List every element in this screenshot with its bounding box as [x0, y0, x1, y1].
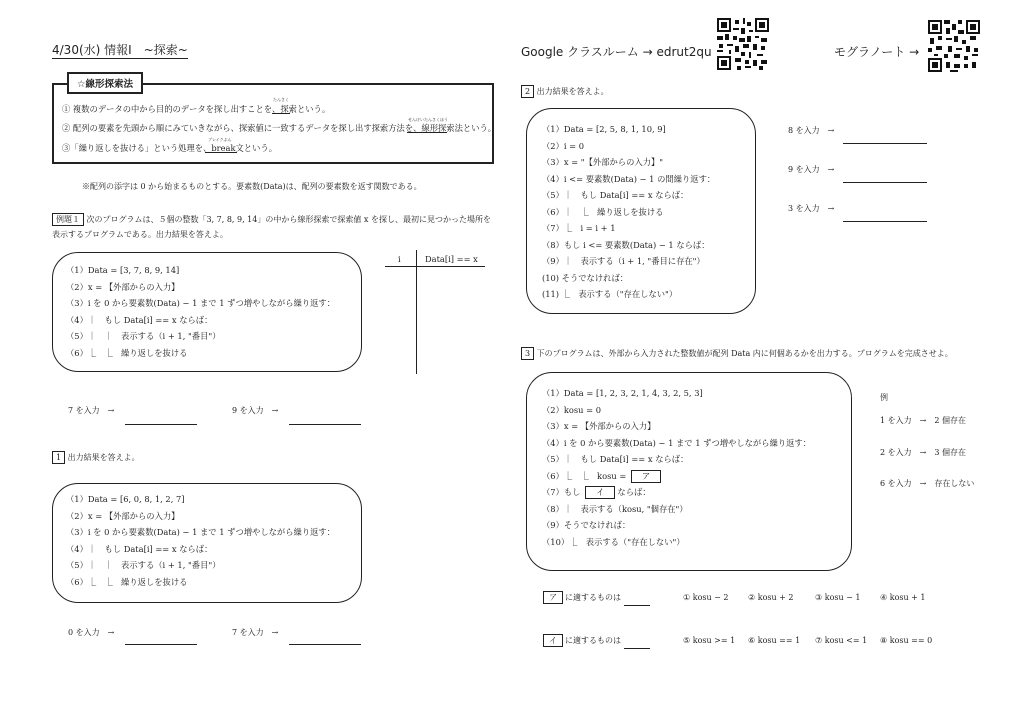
page-title: 4/30(水) 情報Ⅰ ~探索~ [52, 43, 188, 57]
choice-i-answer[interactable] [624, 648, 650, 649]
classroom-code: Google クラスルーム → edrut2qu [521, 45, 712, 59]
q2-answer-3[interactable] [843, 221, 927, 222]
code-line: （9）そうでなければ： [542, 520, 631, 530]
code-line: （5）｜ もし Data[i] == x ならば： [542, 454, 689, 464]
trace-header-cond: Data[i] == x [425, 254, 478, 264]
code-line: （6）｜ ⎿ 繰り返しを抜ける [542, 206, 664, 217]
q1-heading [52, 450, 140, 467]
code-line [542, 484, 811, 501]
q2-label: 2 [521, 85, 534, 98]
intro-item-2: ② 配列の要素を先頭から順にみていきながら、探索値に一致するデータを探し出す探索方法を、線形探索法という。 [62, 123, 497, 133]
code-line: （2）i = 0 [542, 140, 585, 151]
q3-example-3: 6 を入力 → 存在しない [880, 479, 975, 488]
choice-a-label: ア [543, 591, 563, 604]
blank-a[interactable]: ア [631, 470, 661, 483]
code-line: （4）i を 0 から要素数(Data) − 1 まで 1 ずつ増やしながら繰り返す： [542, 437, 812, 448]
choice-i-3: ⑦ kosu <= 1 [815, 636, 868, 645]
choice-a-answer[interactable] [624, 605, 650, 606]
code-line: （4）i <= 要素数(Data) − 1 の間繰り返す： [542, 173, 716, 184]
code-line: （3）i を 0 から要素数(Data) − 1 まで 1 ずつ増やしながら繰り返す： [66, 298, 336, 308]
trace-table-hline [385, 266, 485, 267]
code-line: （9）｜ 表示する（i + 1, "番目に存在"） [542, 256, 705, 266]
choice-i-4: ⑧ kosu == 0 [880, 636, 933, 645]
q2-heading [521, 84, 609, 101]
code-line: （1）Data = [6, 0, 8, 1, 2, 7] [66, 494, 185, 504]
code-line: (11) ⎿ 表示する（"存在しない"） [542, 289, 678, 299]
q2-input-1: 8 を入力 → [788, 126, 835, 135]
intro-item-1: ① 複数のデータの中から目的のデータを探し出すことを、探索という。 [62, 104, 331, 114]
example-code [66, 262, 335, 361]
code-line: （3）i を 0 から要素数(Data) − 1 まで 1 ずつ増やしながら繰り返す： [66, 527, 336, 537]
example-answer-2[interactable] [289, 424, 361, 425]
code-line: （5）｜ ｜ 表示する（i + 1, "番目"） [66, 331, 221, 341]
array-note: ※配列の添字は 0 から始まるものとする。要素数(Data)は、配列の要素数を返す関数である。 [82, 182, 422, 191]
code-line: （2）x = 【外部からの入力】 [66, 510, 180, 521]
code-line: （5）｜ もし Data[i] == x ならば： [542, 190, 689, 200]
q3-heading [521, 346, 953, 363]
q1-text: 出力結果を答えよ。 [67, 453, 140, 462]
classroom-qr-code[interactable] [717, 18, 769, 70]
code-line: （3）x = 【外部からの入力】 [542, 421, 656, 431]
example-input-1: 7 を入力 → [68, 406, 115, 415]
choice-a-1: ① kosu − 2 [683, 593, 729, 602]
q1-input-2: 7 を入力 → [232, 628, 279, 637]
choice-a-prompt [541, 590, 621, 607]
code-line-7-text: （7）もし [542, 487, 584, 497]
example-answer-1[interactable] [125, 424, 197, 425]
moguranote-label: モグラノート → [834, 45, 920, 59]
code-line: （10）⎿ 表示する（"存在しない"） [542, 536, 685, 547]
code-line: （2）kosu = 0 [542, 404, 602, 415]
q3-label: 3 [521, 347, 534, 360]
choice-i-prompt [541, 633, 621, 650]
q1-input-1: 0 を入力 → [68, 628, 115, 637]
q1-answer-1[interactable] [125, 644, 197, 645]
choice-a-3: ③ kosu − 1 [815, 593, 861, 602]
moguranote-qr-code[interactable] [928, 20, 980, 72]
code-line: （3）x = "【外部からの入力】" [542, 157, 664, 167]
code-line: (10) そうでなければ： [542, 272, 629, 283]
code-line: （2）x = 【外部からの入力】 [66, 281, 180, 292]
example-text-2: 表示するプログラムである。出力結果を答えよ。 [52, 230, 228, 239]
underline-linear [407, 132, 447, 133]
q2-input-2: 9 を入力 → [788, 165, 835, 174]
code-line [542, 468, 811, 485]
trace-header-i: i [398, 254, 401, 264]
code-line-6-text: （6）⎿ ⎿ kosu = [542, 470, 629, 481]
choice-i-label: イ [543, 634, 563, 647]
code-line: （4）｜ もし Data[i] == x ならば： [66, 314, 213, 325]
choice-a-text: に適するものは [565, 593, 621, 602]
code-line: （8）｜ 表示する（kosu, "個存在"） [542, 503, 688, 514]
q2-answer-2[interactable] [843, 182, 927, 183]
q3-example-1: 1 を入力 → 2 個存在 [880, 416, 966, 425]
example-description-1: 次のプログラムは、５個の整数「3, 7, 8, 9, 14」の中から線形探索で探索値 x を探し、最初に見つかった場所を [86, 215, 491, 224]
q3-example-2: 2 を入力 → 3 個存在 [880, 448, 966, 457]
example-label: 例題１ [52, 213, 84, 226]
code-line: （7）⎿ i = i + 1 [542, 223, 616, 233]
underline-search [272, 113, 290, 114]
q2-answer-1[interactable] [843, 143, 927, 144]
code-line: （8）もし i <= 要素数(Data) − 1 ならば： [542, 239, 710, 250]
code-line: （1）Data = [2, 5, 8, 1, 10, 9] [542, 124, 666, 134]
q2-text: 出力結果を答えよ。 [536, 87, 609, 96]
code-line: （6）⎿ ⎿ 繰り返しを抜ける [66, 347, 188, 358]
q3-text: 下のプログラムは、外部から入力された整数値が配列 Data 内に何個あるかを出力する。プログラムを完成させよ。 [536, 349, 953, 358]
code-line: （5）｜ ｜ 表示する（i + 1, "番目"） [66, 560, 221, 570]
q1-label: 1 [52, 451, 65, 464]
ruby-search: たんさく [273, 97, 289, 102]
intro-item-3: ③「繰り返しを抜ける」という処理を、break文という。 [62, 143, 277, 153]
ruby-linear: せんけいたんさくほう [408, 117, 448, 122]
choice-i-2: ⑥ kosu == 1 [748, 636, 801, 645]
q2-code [542, 121, 715, 303]
q3-example-title: 例 [880, 393, 888, 402]
intro-box-title: ☆線形探索法 [67, 72, 143, 94]
example-input-2: 9 を入力 → [232, 406, 279, 415]
q2-input-3: 3 を入力 → [788, 204, 835, 213]
trace-table-vline [416, 250, 417, 374]
code-line: （1）Data = [1, 2, 3, 2, 1, 4, 3, 2, 5, 3] [542, 388, 703, 398]
code-line-7-tail: ならば： [617, 487, 651, 497]
q1-answer-2[interactable] [289, 644, 361, 645]
blank-i[interactable]: イ [585, 486, 615, 499]
q3-code [542, 385, 811, 550]
ruby-break: ブレイクぶん [208, 137, 232, 142]
choice-a-2: ② kosu + 2 [748, 593, 794, 602]
code-line: （4）｜ もし Data[i] == x ならば： [66, 543, 213, 554]
choice-a-4: ④ kosu + 1 [880, 593, 926, 602]
code-line: （6）⎿ ⎿ 繰り返しを抜ける [66, 576, 188, 587]
underline-break [205, 152, 237, 153]
choice-i-1: ⑤ kosu >= 1 [683, 636, 736, 645]
q1-code [66, 491, 335, 590]
choice-i-text: に適するものは [565, 636, 621, 645]
code-line: （1）Data = [3, 7, 8, 9, 14] [66, 265, 180, 275]
